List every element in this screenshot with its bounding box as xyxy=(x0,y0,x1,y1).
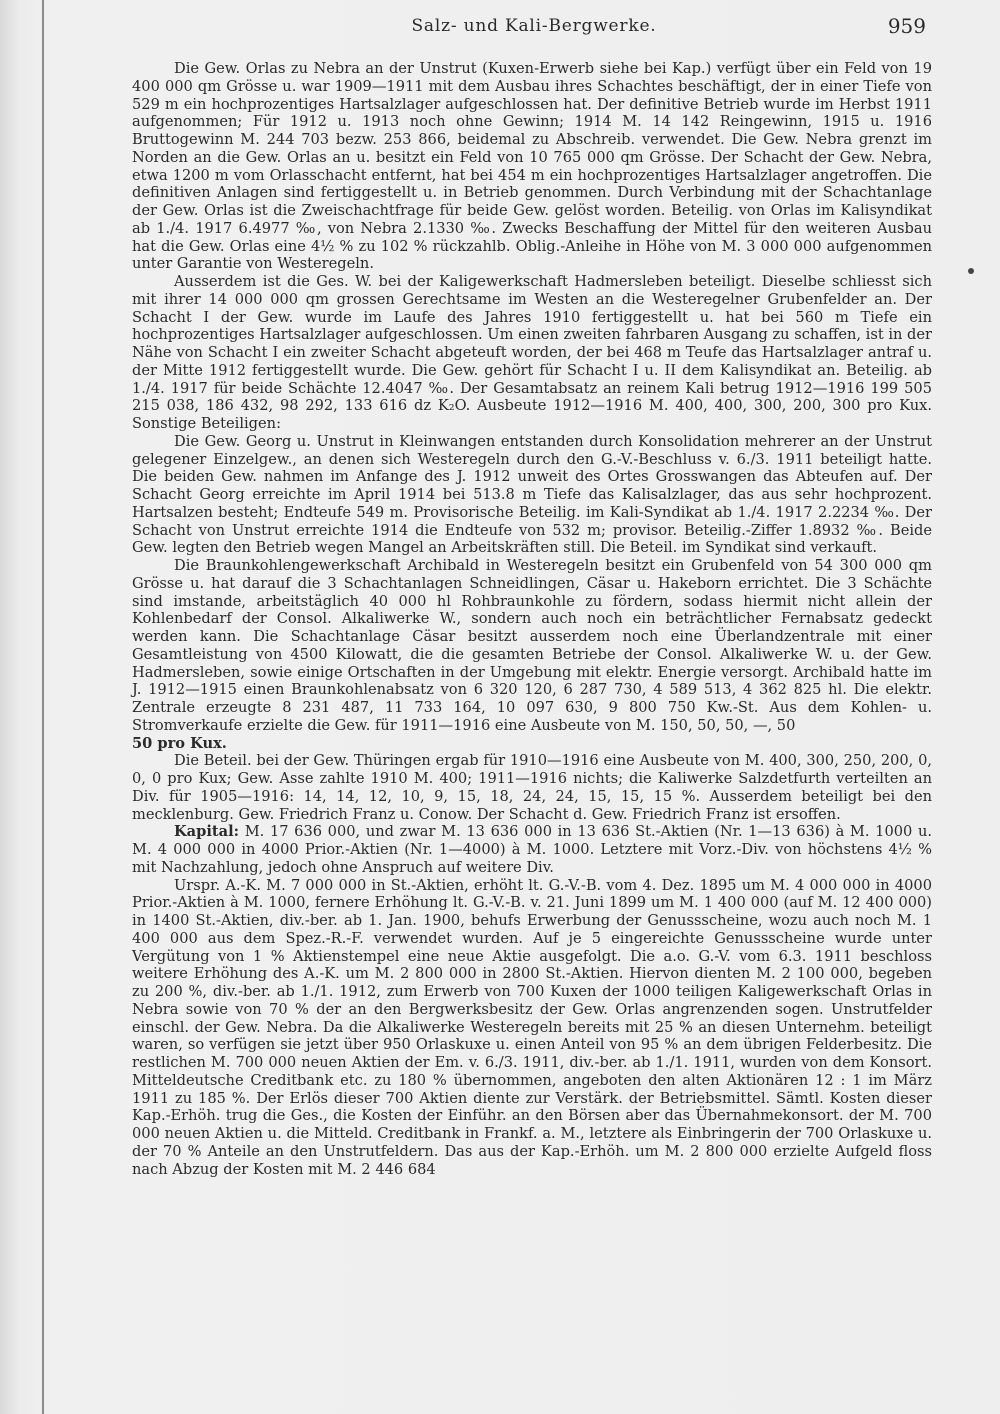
archibald-text: Die Braunkohlengewerkschaft Archibald in Westeregeln besitzt ein Grubenfeld von 54 300 000 qm Grösse u. hat darauf die 3 Schachtanlagen Schneidlingen, Cäsar u. Hakeborn errichtet. Die 3 Schächte sind imstande, arbeitstäglich 40 000 hl Rohbraunkohle zu fördern, sodass hiermit nicht allein der Kohlenbedarf der Consol. Alkaliwerke W., sondern auch noch ein beträchtlicher Fernabsatz gedeckt werden kann. Die Schachtanlage Cäsar besitzt ausserdem noch eine Überlandzentrale mit einer Gesamtleistung von 4500 Kilowatt, die die gesamten Betriebe der Consol. Alkaliwerke W. u. der Gew. Hadmersleben, sowie einige Ortschaften in der Umgebung mit elektr. Energie versorgt. Archibald hatte im J. 1912—1915 einen Braunkohlenabsatz von 6 320 120, 6 287 730, 4 589 513, 4 362 825 hl. Die elektr. Zentrale erzeugte 8 231 487, 11 733 164, 10 097 630, 9 800 750 Kw.-St. Aus dem Kohlen- u. Stromverkaufe erzielte die Gew. für 1911—1916 eine Ausbeute von M. 150, 50, 50, —, 50 xyxy=(132,557,932,734)
page-number: 959 xyxy=(887,14,926,38)
paragraph-georg-unstrut: Die Gew. Georg u. Unstrut in Kleinwangen entstanden durch Konsolidation mehrerer an der Unstrut gelegener Einzelgew., an denen sich Westeregeln durch den G.-V.-Beschluss v. 6./3. 1911 beteiligt hatte. Die beiden Gew. nahmen im Anfange des J. 1912 unweit des Ortes Grosswangen das Abteufen auf. Der Schacht Georg erreichte im April 1914 bei 513.8 m Tiefe das Kalisalzlager, das aus sehr hochprozent. Hartsalzen besteht; Endteufe 549 m. Provisorische Beteilig. im Kali-Syndikat ab 1./4. 1917 2.2234 ‰. Der Schacht von Unstrut erreichte 1914 die Endteufe von 532 m; provisor. Beteilig.-Ziffer 1.8932 ‰. Beide Gew. legten den Betrieb wegen Mangel an Arbeitskräften still. Die Beteil. im Syndikat sind verkauft. xyxy=(132,432,932,557)
paragraph-urspr-ak: Urspr. A.-K. M. 7 000 000 in St.-Aktien, erhöht lt. G.-V.-B. vom 4. Dez. 1895 um M. 4 000 000 in 4000 Prior.-Aktien à M. 1000, fernere Erhöhung lt. G.-V.-B. v. 21. Juni 1899 um M. 1 400 000 (auf M. 12 400 000) in 1400 St.-Aktien, div.-ber. ab 1. Jan. 1900, behufs Erwerbung der Genussscheine, wozu auch noch M. 1 400 000 aus dem Spez.-R.-F. verwendet wurden. Auf je 5 eingereichte Genussscheine wurde unter Vergütung von 1 % Aktienstempel eine neue Aktie ausgefolgt. Die a.o. G.-V. vom 6.3. 1911 beschloss weitere Erhöhung des A.-K. um M. 2 800 000 in 2800 St.-Aktien. Hiervon dienten M. 2 100 000, begeben zu 200 %, div.-ber. ab 1./1. 1912, zum Erwerb von 700 Kuxen der 1000 teiligen Kaligewerkschaft Orlas in Nebra sowie von 70 % der an den Bergwerksbesitz der Gew. Orlas angrenzenden sogen. Unstrutfelder einschl. der Gew. Nebra. Da die Alkaliwerke Westeregeln bereits mit 25 % an diesen Unternehm. beteiligt waren, so verfügen sie jetzt über 950 Orlaskuxe u. einen Anteil von 95 % an dem übrigen Felderbesitz. Die restlichen M. 700 000 neuen Aktien der Em. v. 6./3. 1911, div.-ber. ab 1./1. 1911, wurden von dem Konsort. Mitteldeutsche Creditbank etc. zu 180 % übernommen, angeboten den alten Aktionären 12 : 1 im März 1911 zu 185 %. Der Erlös dieser 700 Aktien diente zur Verstärk. der Betriebsmittel. Sämtl. Kosten dieser Kap.-Erhöh. trug die Ges., die Kosten der Einführ. an den Börsen aber das Übernahmekonsort. der M. 700 000 neuen Aktien u. die Mitteld. Creditbank in Frankf. a. M., letztere als Einbringerin der 700 Orlaskuxe u. der 70 % Anteile an den Unstrutfeldern. Das aus der Kap.-Erhöh. um M. 2 800 000 erzielte Aufgeld floss nach Abzug der Kosten mit M. 2 446 684 xyxy=(132,876,932,1178)
paragraph-orlas-nebra: Die Gew. Orlas zu Nebra an der Unstrut (Kuxen-Erwerb siehe bei Kap.) verfügt über ein Feld von 19 400 000 qm Grösse u. war 1909—1911 mit dem Ausbau ihres Schachtes beschäftigt, der in einer Tiefe von 529 m ein hochprozentiges Hartsalzlager aufgeschlossen hat. Der definitive Betrieb wurde im Herbst 1911 aufgenommen; Für 1912 u. 1913 noch ohne Gewinn; 1914 M. 14 142 Reingewinn, 1915 u. 1916 Bruttogewinn M. 244 703 bezw. 253 866, beidemal zu Abschreib. verwendet. Die Gew. Nebra grenzt im Norden an die Gew. Orlas an u. besitzt ein Feld von 10 765 000 qm Grösse. Der Schacht der Gew. Nebra, etwa 1200 m vom Orlasschacht entfernt, hat bei 454 m ein hochprozentiges Hartsalzlager angetroffen. Die definitiven Anlagen sind fertiggestellt u. in Betrieb genommen. Durch Verbindung mit der Schachtanlage der Gew. Orlas ist die Zweischachtfrage für beide Gew. gelöst worden. Beteilig. von Orlas im Kalisyndikat ab 1./4. 1917 6.4977 ‰, von Nebra 2.1330 ‰. Zwecks Beschaffung der Mittel für den weiteren Ausbau hat die Gew. Orlas eine 4½ % zu 102 % rückzahlb. Oblig.-Anleihe in Höhe von M. 3 000 000 aufgenommen unter Garantie von Westeregeln. xyxy=(132,60,932,273)
paragraph-kapital xyxy=(132,823,932,876)
running-head: Salz- und Kali-Bergwerke. xyxy=(411,16,657,36)
body-text xyxy=(132,60,932,1410)
kapital-label: Kapital: xyxy=(174,823,240,841)
page-header xyxy=(134,16,934,46)
binding-edge xyxy=(42,0,44,1414)
paragraph-archibald xyxy=(132,557,932,735)
paragraph-hadmersleben: Ausserdem ist die Ges. W. bei der Kaligewerkschaft Hadmersleben beteiligt. Dieselbe schliesst sich mit ihrer 14 000 000 qm grossen Gerechtsame im Westen an die Westeregelner Grubenfelder an. Der Schacht I der Gew. wurde im Laufe des Jahres 1910 fertiggestellt u. hat bei 560 m Tiefe ein hochprozentiges Hartsalzlager aufgeschlossen. Um einen zweiten fahrbaren Ausgang zu schaffen, ist in der Nähe von Schacht I ein zweiter Schacht abgeteuft worden, der bei 468 m Teufe das Hartsalzlager antraf u. der Mitte 1912 fertiggestellt wurde. Die Gew. gehört für Schacht I u. II dem Kalisyndikat an. Beteilig. ab 1./4. 1917 für beide Schächte 12.4047 ‰. Der Gesamtabsatz an reinem Kali betrug 1912—1916 199 505 215 038, 186 432, 98 292, 133 616 dz K₂O. Ausbeute 1912—1916 M. 400, 400, 300, 200, 300 pro Kux. Sonstige Beteiligen: xyxy=(132,273,932,432)
kapital-text: M. 17 636 000, und zwar M. 13 636 000 in 13 636 St.-Aktien (Nr. 1—13 636) à M. 1000 u. M. 4 000 000 in 4000 Prior.-Aktien (Nr. 1—4000) à M. 1000. Letztere mit Vorz.-Div. von höchstens 4½ % mit Nachzahlung, jedoch ohne Anspruch auf weitere Div. xyxy=(132,823,933,876)
paragraph-thueringen: Die Beteil. bei der Gew. Thüringen ergab für 1910—1916 eine Ausbeute von M. 400, 300, 250, 200, 0, 0, 0 pro Kux; Gew. Asse zahlte 1910 M. 400; 1911—1916 nichts; die Kaliwerke Salzdetfurth verteilten an Div. für 1905—1916: 14, 14, 12, 10, 9, 15, 18, 24, 24, 15, 15, 15 %. Ausserdem beteiligt bei den mecklenburg. Gew. Friedrich Franz u. Conow. Der Schacht d. Gew. Friedrich Franz ist ersoffen. xyxy=(132,752,932,823)
ink-smudge xyxy=(968,268,974,274)
archibald-ausbeute-line: 50 pro Kux. xyxy=(132,734,227,752)
